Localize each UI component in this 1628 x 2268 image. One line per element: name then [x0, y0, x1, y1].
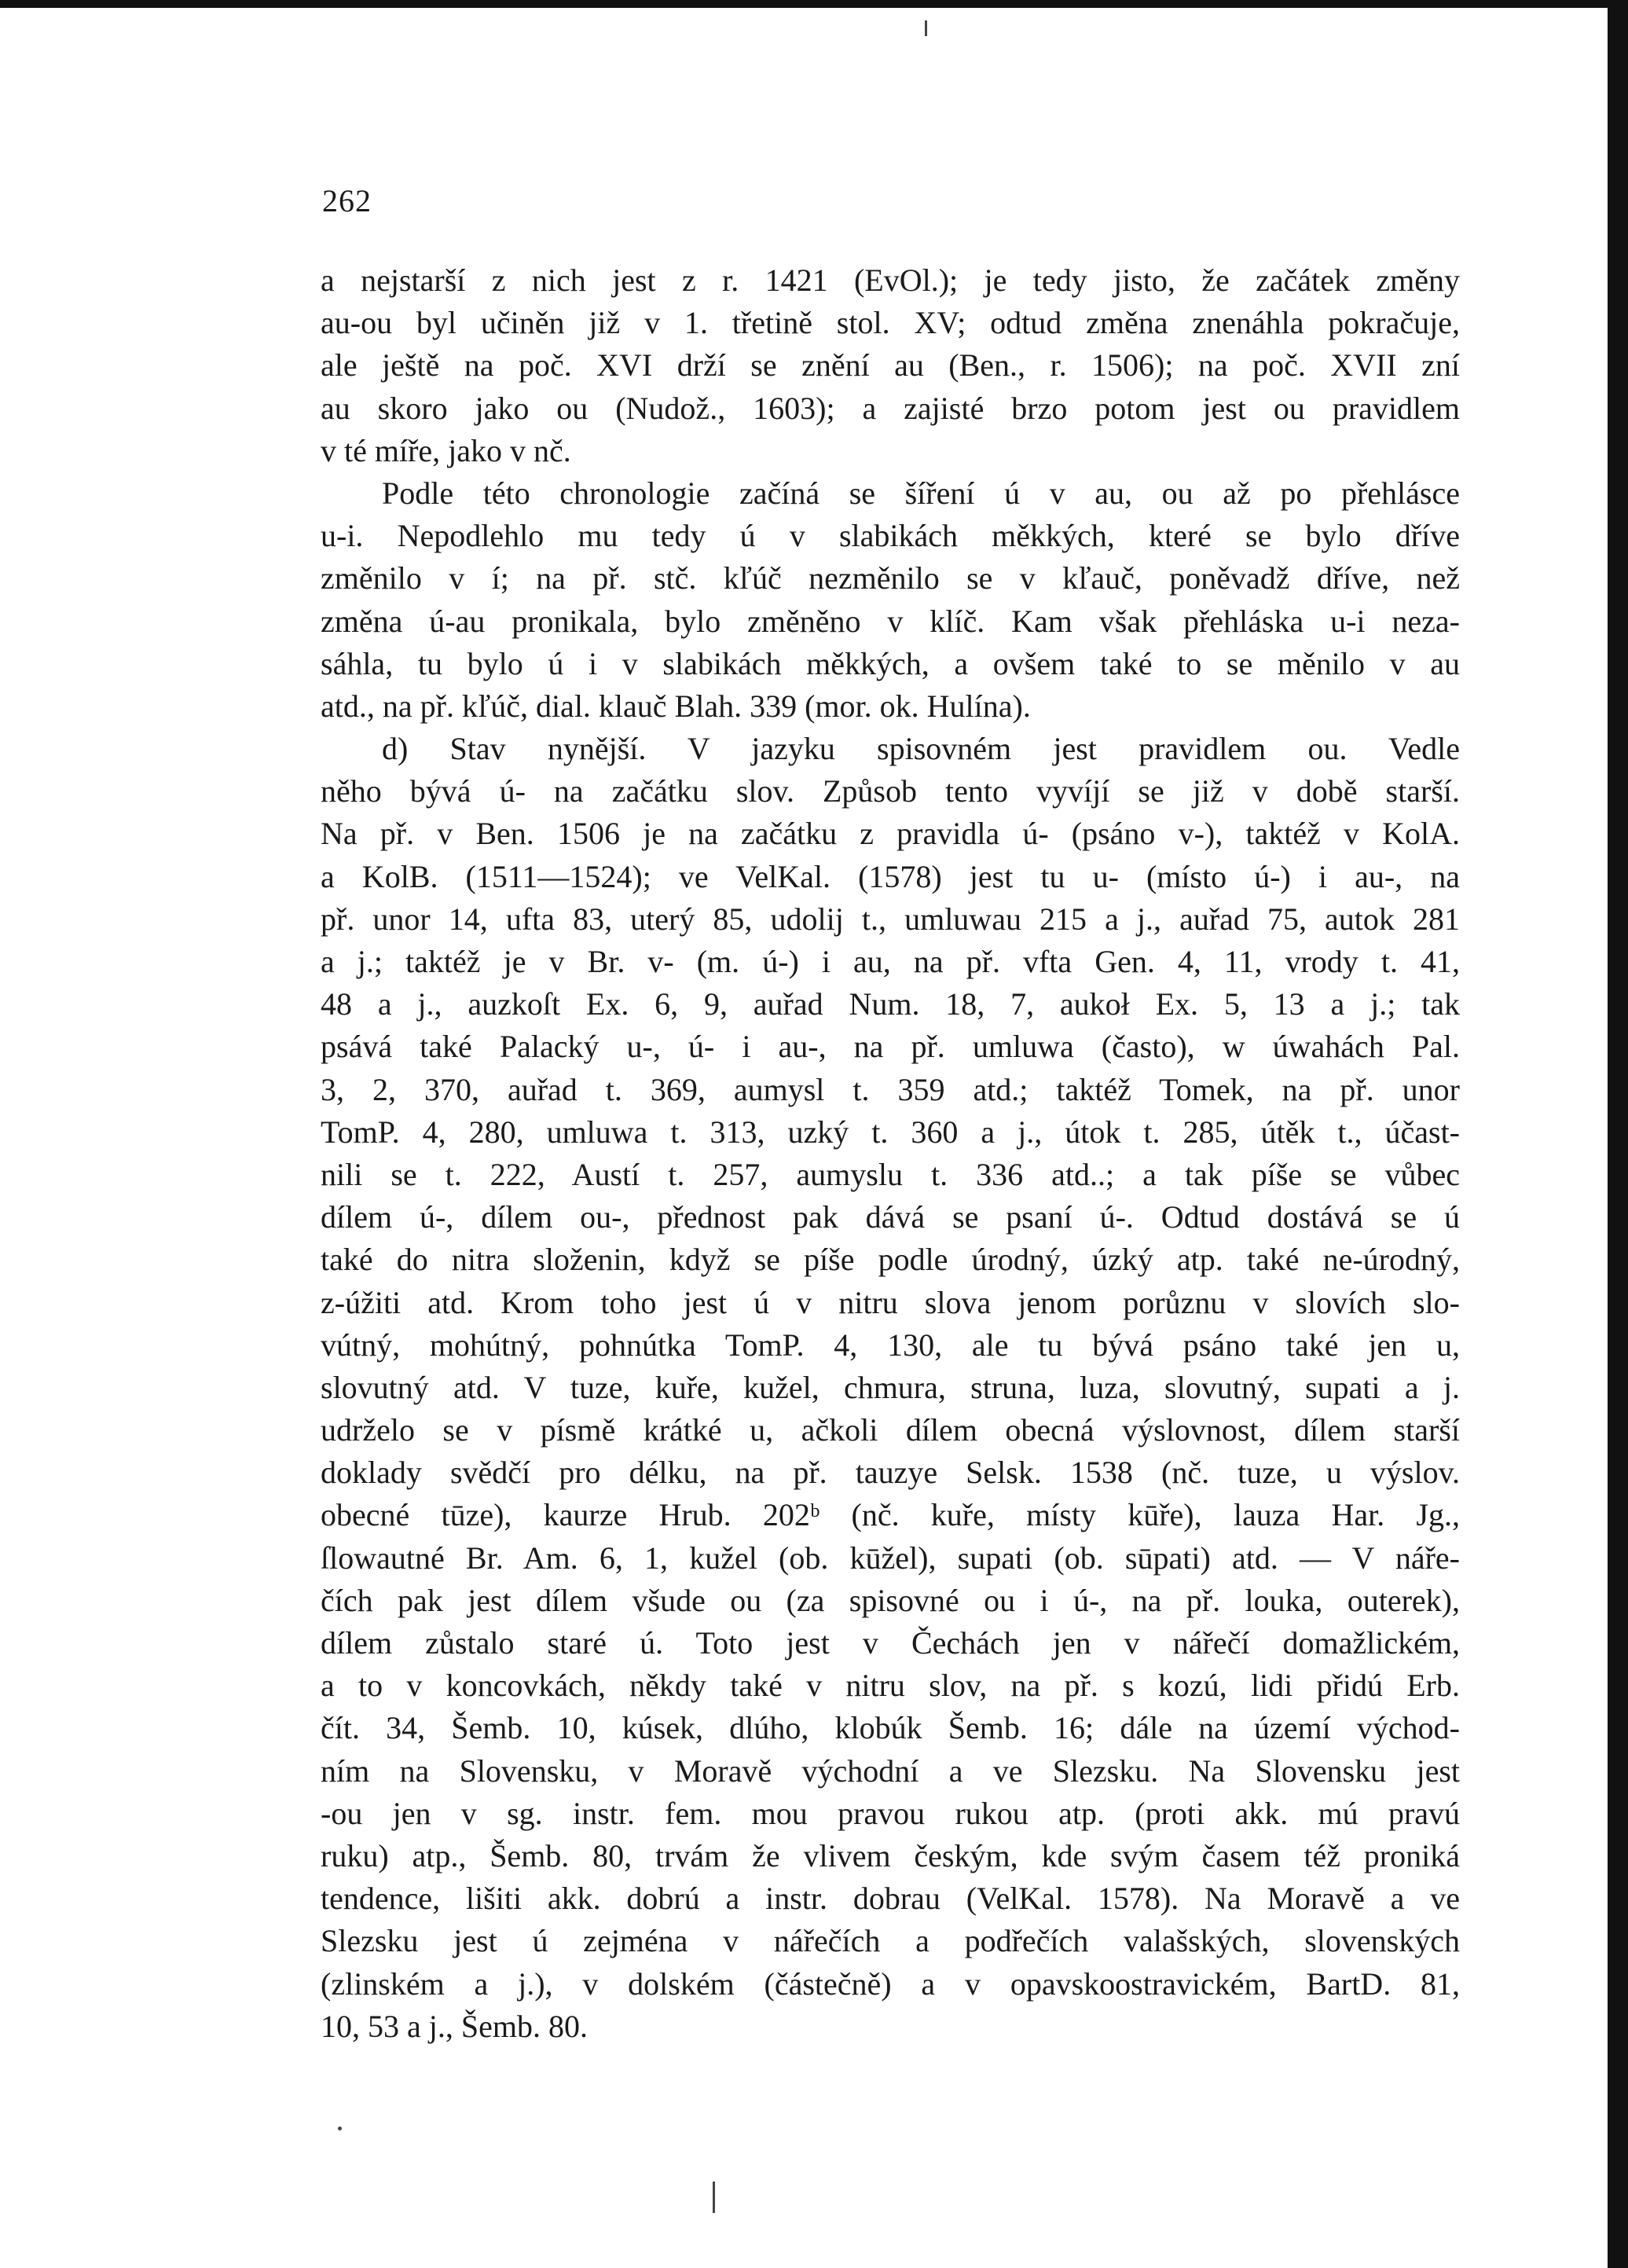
text-line: v té míře, jako v nč.: [321, 432, 571, 468]
text-line: TomP. 4, 280, umluwa t. 313, uzký t. 360 a j., útok t. 285, útěk t., účast-: [321, 1114, 1460, 1150]
text-line: d) Stav nynější. V jazyku spisovném jest pravidlem ou. Vedle: [382, 731, 1460, 767]
text-line: ale ještě na poč. XVI drží se znění au (Ben., r. 1506); na poč. XVII zní: [321, 347, 1460, 384]
text-line: také do nitra složenin, když se píše podle úrodný, úzký atp. také ne-úrodný,: [321, 1242, 1460, 1278]
text-line: dílem zůstalo staré ú. Toto jest v Čechách jen v nářečí domažlickém,: [321, 1625, 1460, 1661]
scan-speck: [338, 2127, 342, 2130]
page-number: 262: [322, 183, 372, 218]
body-text: [321, 259, 1460, 2048]
text-line: a j.; taktéž je v Br. v- (m. ú-) i au, na př. vfta Gen. 4, 11, vrody t. 41,: [321, 944, 1460, 979]
text-line: (zlinském a j.), v dolském (částečně) a v opavskoostravickém, BartD. 81,: [321, 1965, 1460, 2002]
text-line: dílem ú-, dílem ou-, přednost pak dává se psaní ú-. Odtud dostává se ú: [321, 1199, 1460, 1235]
scan-speck: [925, 20, 927, 36]
text-line: ním na Slovensku, v Moravě východní a ve Slezsku. Na Slovensku jest: [321, 1752, 1460, 1789]
text-line: 3, 2, 370, auřad t. 369, aumysl t. 359 atd.; taktéž Tomek, na př. unor: [321, 1071, 1460, 1107]
text-line: sáhla, tu bylo ú i v slabikách měkkých, a ovšem také to se měnilo v au: [321, 645, 1460, 681]
text-line: Slezsku jest ú zejména v nářečích a podřečích valašských, slovenských: [321, 1923, 1460, 1959]
text-line: a to v koncovkách, někdy také v nitru slov, na př. s kozú, lidi přidú Erb.: [321, 1668, 1460, 1704]
text-line: au-ou byl učiněn již v 1. třetině stol. XV; odtud změna znenáhla pokračuje,: [321, 305, 1460, 341]
text-line: doklady svědčí pro délku, na př. tauzye Selsk. 1538 (nč. tuze, u výslov.: [321, 1455, 1460, 1491]
text-line: obecné tūze), kaurze Hrub. 202ᵇ (nč. kuře, místy kūře), lauza Har. Jg.,: [321, 1497, 1460, 1533]
text-line: udrželo se v písmě krátké u, ačkoli dílem obecná výslovnost, dílem starší: [321, 1412, 1460, 1448]
text-line: vútný, mohútný, pohnútka TomP. 4, 130, ale tu bývá psáno také jen u,: [321, 1327, 1460, 1363]
text-line: psává také Palacký u-, ú- i au-, na př. umluwa (často), w úwahách Pal.: [321, 1029, 1460, 1065]
text-line: čích pak jest dílem všude ou (za spisovné ou i ú-, na př. louka, outerek),: [321, 1582, 1460, 1618]
text-line: nili se t. 222, Austí t. 257, aumyslu t. 336 atd..; a tak píše se vůbec: [321, 1156, 1460, 1192]
scan-speck: [713, 2182, 715, 2213]
text-line: ſlowautné Br. Am. 6, 1, kužel (ob. kūžel), supati (ob. sūpati) atd. — V náře-: [321, 1540, 1460, 1576]
text-line: změna ú-au pronikala, bylo změněno v klíč. Kam však přehláska u-i neza-: [321, 603, 1460, 639]
text-line: slovutný atd. V tuze, kuře, kužel, chmura, struna, luza, slovutný, supati a j.: [321, 1369, 1460, 1405]
text-line: př. unor 14, ufta 83, uterý 85, udolij t., umluwau 215 a j., auřad 75, autok 281: [321, 901, 1460, 937]
text-line: 48 a j., auzkoſt Ex. 6, 9, auřad Num. 18, 7, aukoł Ex. 5, 13 a j.; tak: [321, 986, 1460, 1022]
text-line: čít. 34, Šemb. 10, kúsek, dlúho, klobúk Šemb. 16; dále na území východ-: [321, 1710, 1460, 1746]
text-line: -ou jen v sg. instr. fem. mou pravou rukou atp. (proti akk. mú pravú: [321, 1795, 1460, 1831]
text-line: něho bývá ú- na začátku slov. Způsob tento vyvíjí se již v době starší.: [321, 773, 1460, 809]
text-line: změnilo v í; na př. stč. kľúč nezměnilo se v kľauč, poněvadž dříve, než: [321, 560, 1460, 596]
text-line: Podle této chronologie začíná se šíření ú v au, ou až po přehlásce: [382, 475, 1460, 511]
text-line: au skoro jako ou (Nudož., 1603); a zajisté brzo potom jest ou pravidlem: [321, 390, 1460, 426]
text-line: atd., na př. kľúč, dial. klauč Blah. 339 (mor. ok. Hulína).: [321, 688, 1031, 724]
text-line: a nejstarší z nich jest z r. 1421 (EvOl.); je tedy jisto, že začátek změny: [321, 262, 1460, 298]
text-line: 10, 53 a j., Šemb. 80.: [321, 2008, 588, 2044]
text-line: u-i. Nepodlehlo mu tedy ú v slabikách měkkých, které se bylo dříve: [321, 518, 1460, 554]
text-line: a KolB. (1511—1524); ve VelKal. (1578) jest tu u- (místo ú-) i au-, na: [321, 858, 1460, 894]
text-line: Na př. v Ben. 1506 je na začátku z pravidla ú- (psáno v-), taktéž v KolA.: [321, 816, 1460, 852]
text-line: ruku) atp., Šemb. 80, trvám že vlivem českým, kde svým časem též proniká: [321, 1837, 1460, 1873]
text-line: z-úžiti atd. Krom toho jest ú v nitru slova jenom porůznu v slovích slo-: [321, 1284, 1460, 1320]
text-line: tendence, lišiti akk. dobrú a instr. dobrau (VelKal. 1578). Na Moravě a ve: [321, 1881, 1460, 1917]
